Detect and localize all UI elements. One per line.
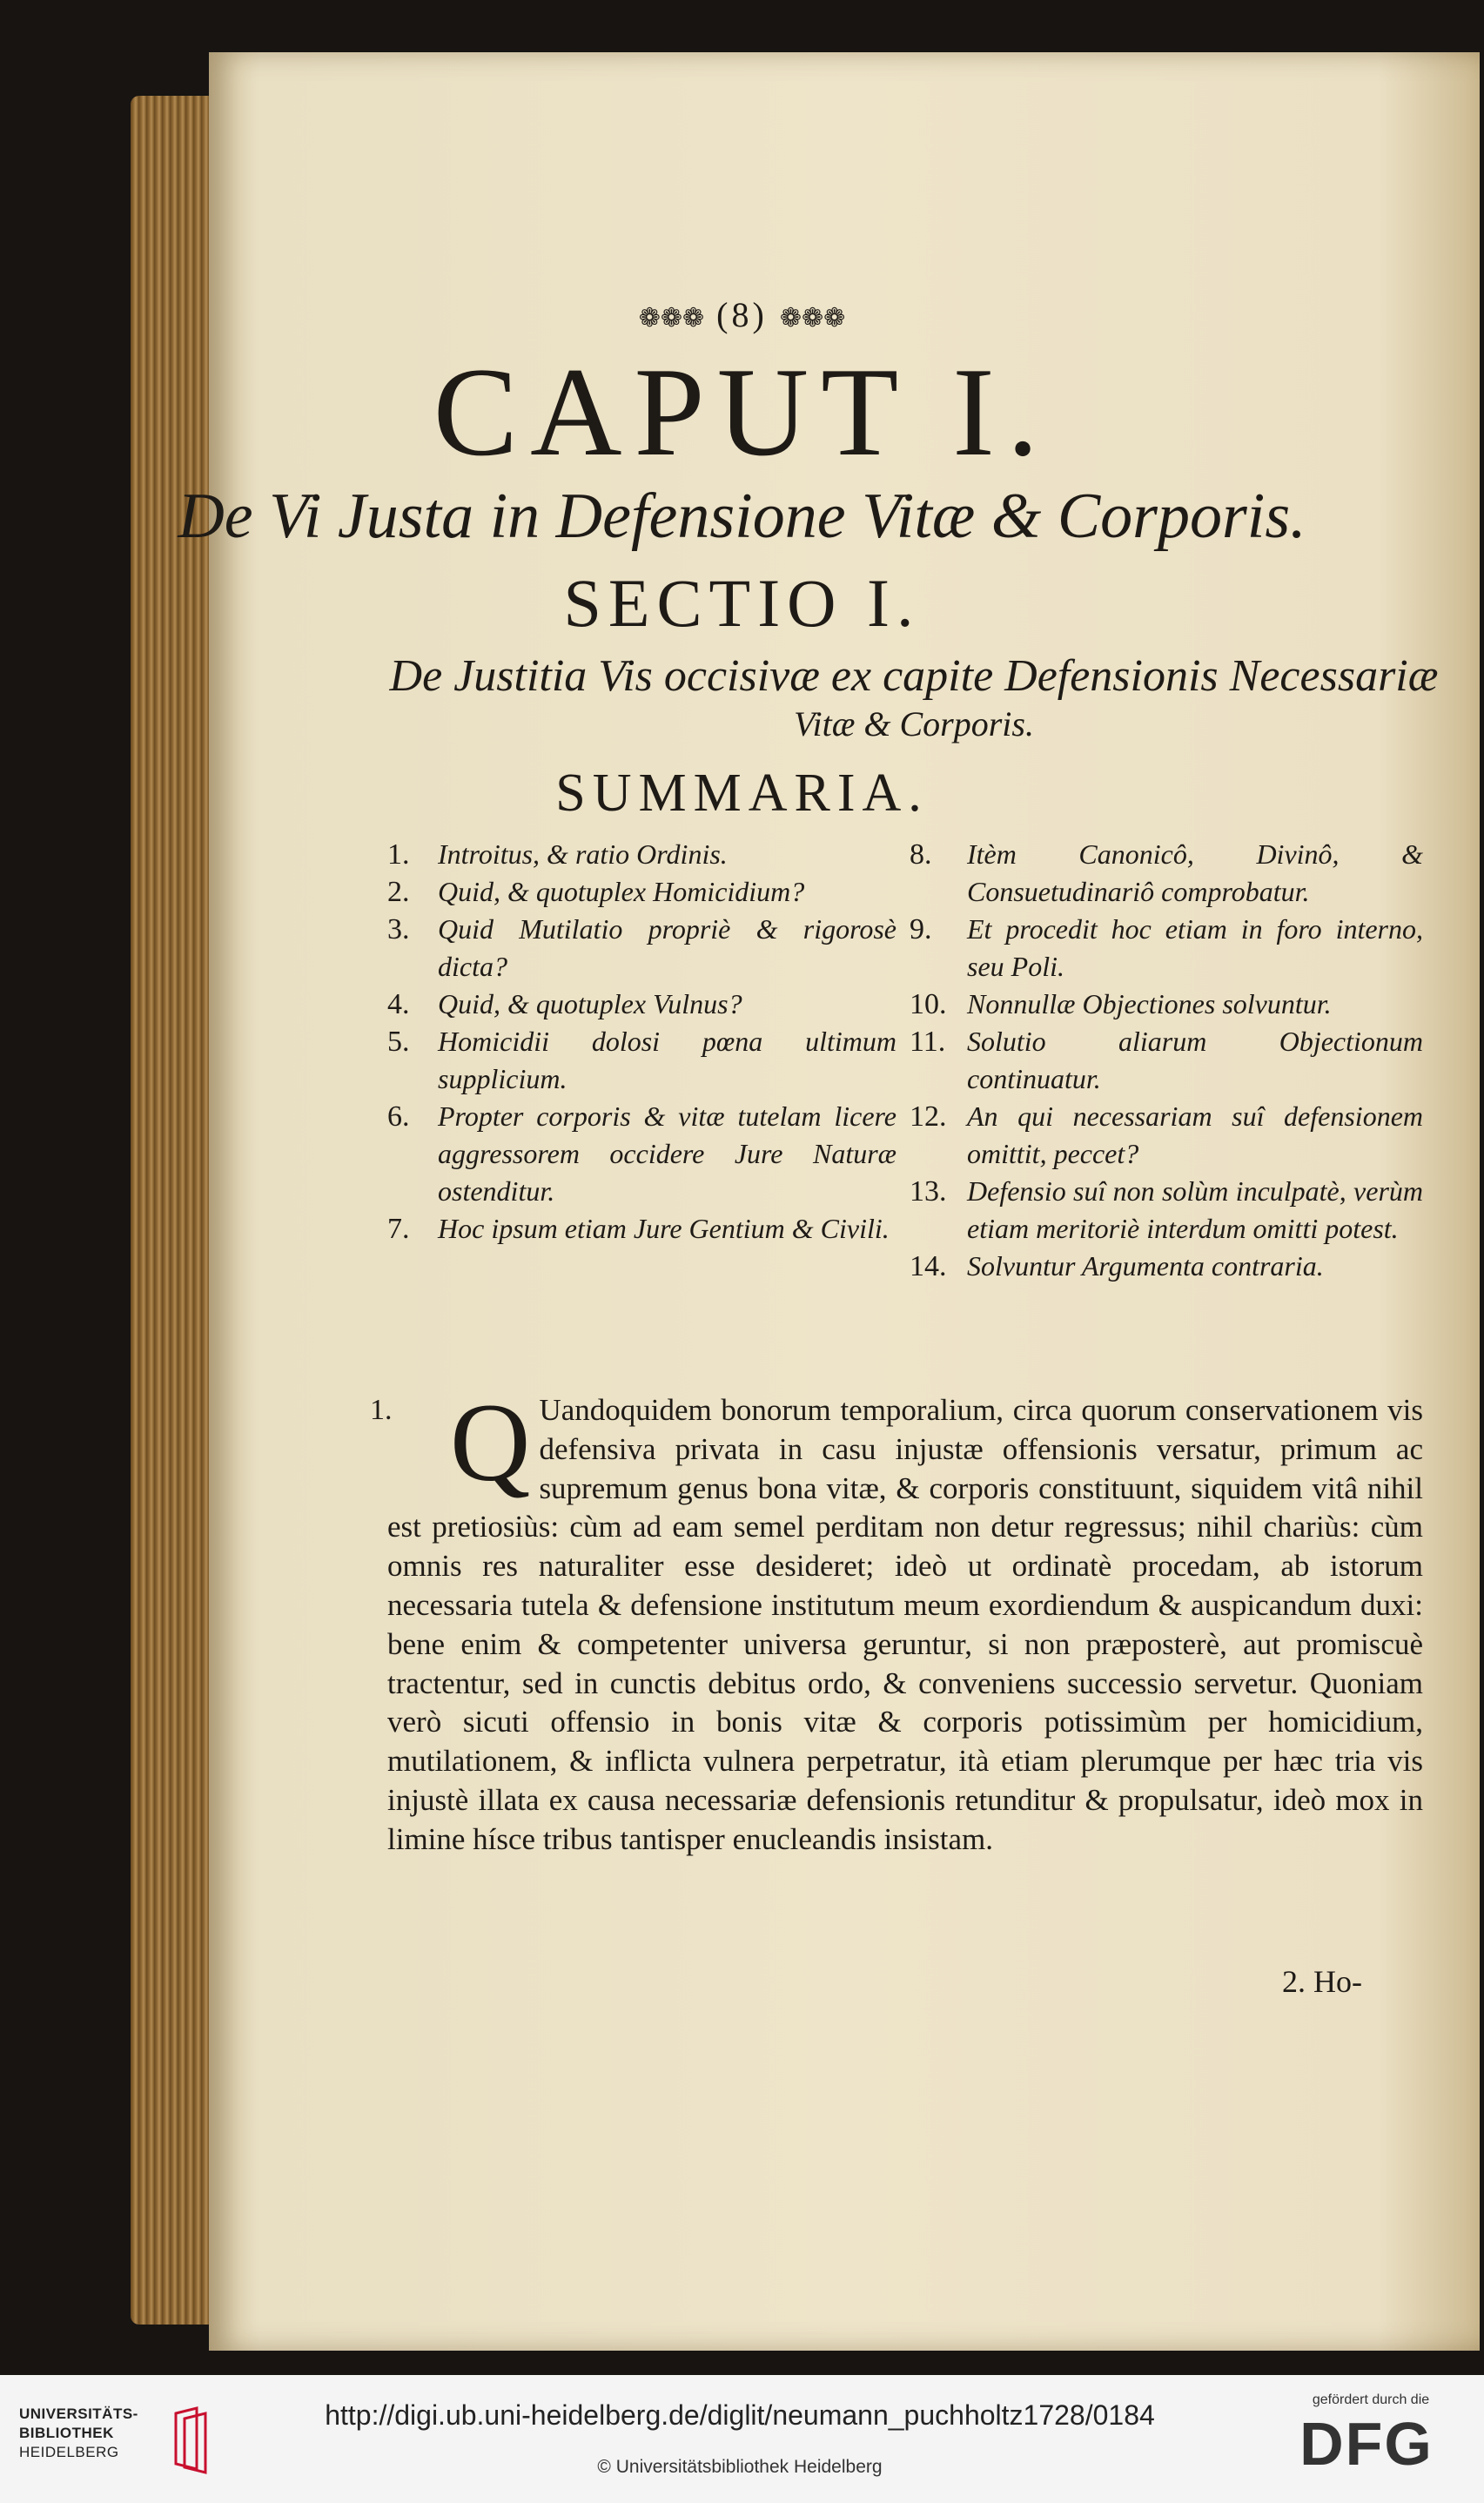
sponsor-label: gefördert durch die — [1312, 2392, 1430, 2407]
summary-item — [387, 873, 896, 911]
copyright-text: © Universitätsbibliothek Heidelberg — [597, 2457, 883, 2477]
ornament-left-icon — [639, 295, 704, 334]
section-subtitle: De Justitia Vis occisivæ ex capite Defensionis Necessariæ — [389, 651, 1439, 701]
summary-text: Solutio aliarum Objectionum continuatur. — [967, 1026, 1423, 1094]
summary-text: Quid, & quotuplex Homicidium? — [438, 876, 805, 907]
section-subtitle-line2: Vitæ & Corporis. — [794, 704, 1034, 743]
summaria-heading: SUMMARIA. — [555, 764, 929, 823]
summary-item — [387, 911, 896, 986]
summary-number: 3. — [387, 913, 410, 945]
library-name-line1: UNIVERSITÄTS- — [19, 2405, 138, 2422]
summaria-right-column — [910, 836, 1423, 1285]
summary-text: Hoc ipsum etiam Jure Gentium & Civili. — [438, 1213, 890, 1244]
summary-number: 1. — [387, 838, 410, 871]
summary-number: 11. — [910, 1026, 946, 1058]
paragraph-number: 1. — [370, 1394, 393, 1426]
summary-item — [387, 836, 896, 873]
catchword: 2. Ho- — [1282, 1964, 1362, 1999]
summary-number: 2. — [387, 876, 410, 908]
summary-item — [910, 1023, 1423, 1098]
summary-text: Nonnullæ Objectiones solvuntur. — [967, 988, 1332, 1019]
drop-cap: Q — [450, 1381, 531, 1504]
viewer-footer — [0, 2375, 1484, 2503]
summary-number: 5. — [387, 1026, 410, 1058]
summary-item — [387, 1023, 896, 1098]
summary-text: Propter corporis & vitæ tutelam licere aggressorem occidere Jure Naturæ ostenditur. — [438, 1100, 896, 1207]
summary-number: 12. — [910, 1100, 947, 1133]
library-name-line3: HEIDELBERG — [19, 2444, 119, 2460]
summary-text: Defensio suî non solùm inculpatè, verùm etiam meritoriè interdum omitti potest. — [967, 1175, 1423, 1244]
summary-item — [910, 1173, 1423, 1248]
summary-text: An qui necessariam suî defensionem omittit, peccet? — [967, 1100, 1423, 1169]
summary-text: Homicidii dolosi pœna ultimum supplicium. — [438, 1026, 896, 1094]
summary-text: Quid Mutilatio propriè & rigorosè dicta? — [438, 913, 896, 982]
summary-number: 4. — [387, 988, 410, 1020]
summary-item — [387, 986, 896, 1023]
running-head — [0, 294, 1484, 335]
body-text: Uandoquidem bonorum temporalium, circa quorum conservationem vis defensiva privata in casu injustæ offensionis versatur, primum ac supremum genus bona vitæ, & corporis constituunt, siquidem vitâ nihil est pretiosiùs: cùm ad eam semel perditam non detur regressus; nihil chariùs: cùm omnis res naturaliter esse desideret; ideò ut ordinatè procedam, ab istorum necessaria tutela & defensione institutum meum exordiendum & auspicandum duxi: bene enim & competenter universa geruntur, si non præposterè, aut promiscuè tractentur, sed in cunctis debitus ordo, & conveniens successio servetur. Quoniam verò sicuti offensio in bonis vitæ & corporis potissimùm per homicidium, mutilationem, & inflicta vulnera perpetratur, ità etiam plerumque per hæc tria vis injustè illata ex causa necessariæ defensionis retunditur & propulsatur, ideò mox in limine hísce tribus tantisper enucleandis insistam. — [387, 1393, 1423, 1856]
permalink-url[interactable]: http://digi.ub.uni-heidelberg.de/diglit/neumann_puchholtz1728/0184 — [325, 2399, 1155, 2431]
ornament-right-icon — [780, 295, 845, 334]
summary-item — [387, 1210, 896, 1248]
summary-text: Itèm Canonicô, Divinô, & Consuetudinariô comprobatur. — [967, 838, 1423, 907]
summary-number: 8. — [910, 838, 932, 871]
summary-text: Et procedit hoc etiam in foro interno, seu Poli. — [967, 913, 1423, 982]
summary-number: 10. — [910, 988, 947, 1020]
summary-text: Solvuntur Argumenta contraria. — [967, 1250, 1324, 1282]
summary-number: 7. — [387, 1213, 410, 1245]
chapter-title: CAPUT I. — [433, 341, 1051, 482]
summary-item — [910, 1248, 1423, 1285]
library-name-line2: BIBLIOTHEK — [19, 2425, 114, 2441]
summary-text: Quid, & quotuplex Vulnus? — [438, 988, 742, 1019]
summary-item — [910, 911, 1423, 986]
summary-item — [387, 1098, 896, 1210]
library-logo[interactable] — [19, 2405, 228, 2483]
summary-text: Introitus, & ratio Ordinis. — [438, 838, 728, 870]
chapter-subtitle: De Vi Justa in Defensione Vitæ & Corporis. — [178, 481, 1306, 552]
summary-item — [910, 1098, 1423, 1173]
body-paragraph — [370, 1381, 1423, 1860]
summaria-left-column — [387, 836, 896, 1248]
summary-number: 13. — [910, 1175, 947, 1208]
library-mark-icon — [167, 2405, 219, 2474]
summary-item — [910, 836, 1423, 911]
summary-number: 14. — [910, 1250, 947, 1282]
dfg-logo[interactable]: DFG — [1299, 2410, 1434, 2478]
summary-number: 9. — [910, 913, 932, 945]
summary-item — [910, 986, 1423, 1023]
page-number: (8) — [716, 295, 768, 334]
summary-number: 6. — [387, 1100, 410, 1133]
section-title: SECTIO I. — [563, 565, 921, 641]
